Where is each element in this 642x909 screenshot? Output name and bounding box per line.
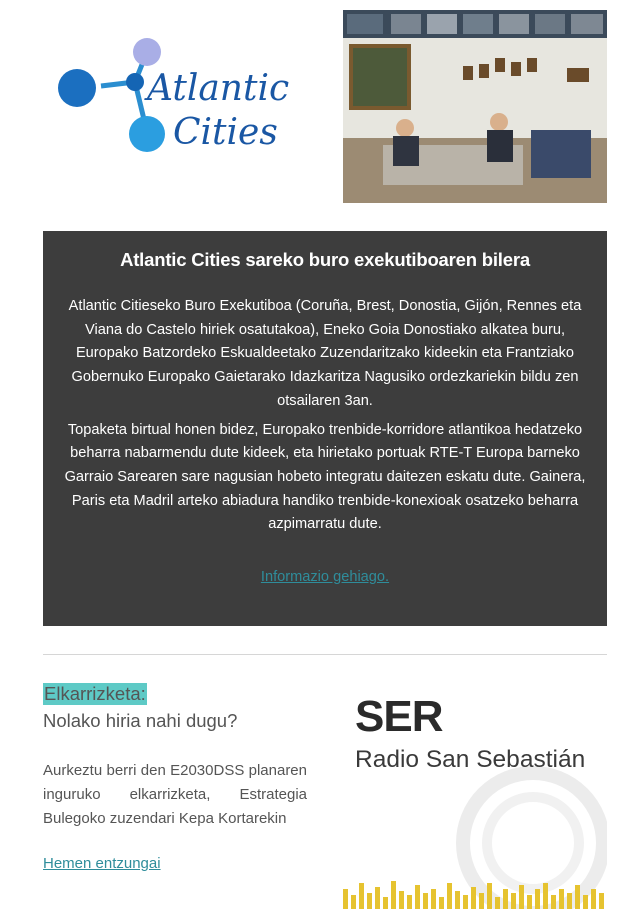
radio-logo-image (343, 683, 607, 909)
news-paragraph-2: Topaketa birtual honen bidez, Europako trenbide-korridore atlantikoa hedatzeko beharra nabarmendu dute kideek, eta hirietako portuak RTE-T Europa barneko Garraio Sarearen sare nagusian hobeto integratu daitezen eskatu dute. Gainera, Paris eta Madril arteko abiadura handiko trenbide-konexioak osatzeko beharra azpimarratu dute. (64, 421, 586, 533)
logo-text-line2: Cities (173, 112, 278, 153)
meeting-photo-scene (343, 10, 607, 203)
logo-dot-left (58, 69, 96, 107)
interview-description: Aurkeztu berri den E2030DSS planaren inguruko elkarrizketa, Estrategia Bulegoko zuzendari Kepa Kortarekin (43, 762, 307, 827)
news-card (43, 231, 607, 626)
logo-dot-bottom (129, 116, 165, 152)
logo-dot-center (126, 73, 144, 91)
meeting-photo (343, 10, 607, 203)
news-title: Atlantic Cities sareko buro exekutiboaren bilera (120, 249, 530, 270)
listen-here-link[interactable]: Hemen entzungai (43, 855, 161, 872)
logo-graphic (43, 24, 305, 174)
logo-text-line1: Atlantic (147, 68, 290, 109)
interview-tag: Elkarrizketa: (44, 683, 146, 704)
more-info-link[interactable]: Informazio gehiago. (260, 569, 390, 586)
news-paragraph-1: Atlantic Citieseko Buro Exekutiboa (Coruña, Brest, Donostia, Gijón, Rennes eta Viana do Castelo hiriek osatutakoa), Eneko Goia Donostiako alkatea buru, Europako Batzordeko Eskualdeetako Zuzendaritzako kideekin eta Frantziako Gobernuko Europako Gaietarako Idazkaritza Nagusiko ordezkariekin bildu zen otsailaren 3an. (68, 298, 582, 409)
radio-station-name: Radio San Sebastián (355, 746, 586, 773)
radio-brand: SER (355, 692, 443, 741)
section-divider (43, 654, 607, 655)
interview-subtitle: Nolako hiria nahi dugu? (43, 710, 238, 731)
logo-dot-lilac (133, 38, 161, 66)
atlantic-cities-logo (43, 24, 305, 174)
interview-section (43, 683, 307, 873)
radio-graphic (343, 683, 607, 909)
